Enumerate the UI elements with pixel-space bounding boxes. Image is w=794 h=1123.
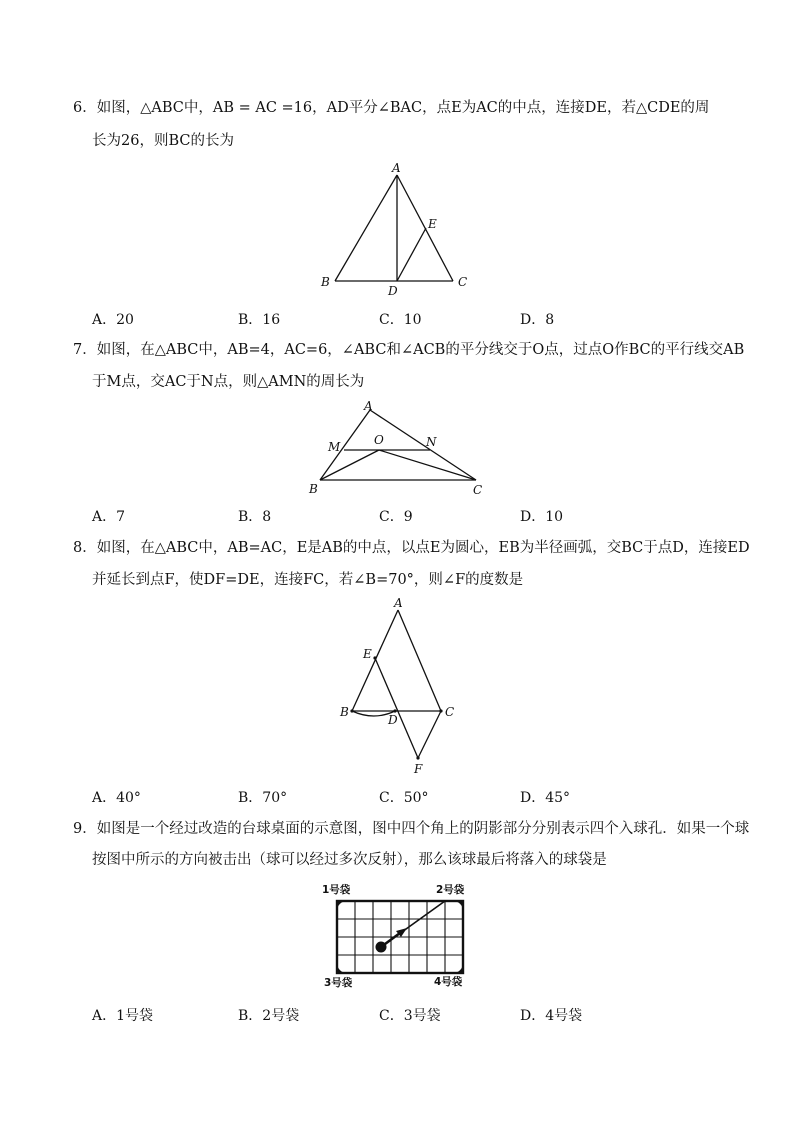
q6-option-b[interactable]: B．16: [238, 312, 281, 328]
q9-label-pocket-1: 1号袋: [322, 884, 351, 896]
q8-option-d[interactable]: D．45°: [520, 790, 571, 806]
q6-figure: [315, 158, 475, 300]
q9-option-a[interactable]: A．1号袋: [92, 1008, 154, 1024]
q8-stem-line2: 并延长到点F，使DF=DE，连接FC，若∠B=70°，则∠F的度数是: [92, 572, 524, 588]
q9-option-b[interactable]: B．2号袋: [238, 1008, 300, 1024]
q7-option-d[interactable]: D．10: [520, 509, 564, 525]
q8-point-c: [439, 709, 442, 712]
q8-segment-fc: [418, 711, 441, 758]
q8-segment-ac: [398, 610, 441, 711]
q7-label-m: M: [328, 440, 341, 454]
q8-label-f: F: [414, 762, 423, 776]
q7-label-a: A: [364, 399, 373, 413]
q6-label-a: A: [392, 161, 401, 175]
q7-option-c[interactable]: C．9: [379, 509, 413, 525]
q8-label-b: B: [340, 705, 349, 719]
q9-stem-line2: 按图中所示的方向被击出（球可以经过多次反射），那么该球最后将落入的球袋是: [92, 852, 607, 868]
q8-label-a: A: [394, 596, 403, 610]
q7-stem-line2: 于M点，交AC于N点，则△AMN的周长为: [92, 374, 365, 390]
q8-point-b: [350, 709, 353, 712]
q6-option-c[interactable]: C．10: [379, 312, 422, 328]
q7-option-b[interactable]: B．8: [238, 509, 272, 525]
q9-pocket-1-shape: [337, 901, 347, 911]
q8-label-c: C: [445, 705, 455, 719]
q9-figure: [318, 880, 478, 992]
q9-label-pocket-4: 4号袋: [434, 976, 463, 988]
q9-label-pocket-3: 3号袋: [324, 977, 353, 989]
q6-option-d[interactable]: D．8: [520, 312, 555, 328]
q6-segment-ab: [335, 175, 397, 281]
q8-label-e: E: [363, 647, 372, 661]
q8-option-a[interactable]: A．40°: [92, 790, 141, 806]
q7-stem-line1: 7．如图，在△ABC中，AB=4，AC=6，∠ABC和∠ACB的平分线交于O点，过点O作BC的平行线交AB: [73, 342, 745, 358]
q9-label-pocket-2: 2号袋: [436, 884, 465, 896]
q8-point-f: [416, 756, 419, 759]
q8-figure: [330, 592, 470, 780]
q7-segment-ac: [370, 410, 476, 480]
q6-option-a[interactable]: A．20: [92, 312, 134, 328]
q7-segment-co: [379, 450, 476, 480]
q8-option-b[interactable]: B．70°: [238, 790, 288, 806]
q6-stem-line2: 长为26，则BC的长为: [92, 133, 234, 149]
q9-stem-line1: 9．如图是一个经过改造的台球桌面的示意图，图中四个角上的阴影部分分别表示四个入球孔．如果一个球: [73, 821, 750, 837]
q9-option-c[interactable]: C．3号袋: [379, 1008, 441, 1024]
q6-label-b: B: [321, 275, 330, 289]
q9-ball-icon: [376, 942, 387, 953]
q8-option-c[interactable]: C．50°: [379, 790, 429, 806]
q6-label-e: E: [428, 217, 437, 231]
q9-pocket-4-shape: [453, 963, 463, 973]
q8-segment-ef: [375, 658, 418, 758]
q7-label-o: O: [374, 433, 384, 447]
q6-stem-line1: 6．如图，△ABC中，AB = AC =16，AD平分∠BAC，点E为AC的中点，连接DE，若△CDE的周: [73, 100, 710, 116]
q9-pocket-2-shape: [453, 901, 463, 911]
q7-segment-bo: [320, 450, 379, 480]
q8-label-d: D: [388, 713, 398, 727]
q6-label-d: D: [388, 284, 398, 298]
q7-label-n: N: [426, 435, 437, 449]
q7-figure: [300, 398, 500, 500]
q6-segment-de: [397, 228, 426, 281]
q7-option-a[interactable]: A．7: [92, 509, 126, 525]
q7-label-b: B: [309, 482, 318, 496]
q6-label-c: C: [458, 275, 468, 289]
q8-point-e: [373, 656, 376, 659]
q7-label-c: C: [473, 483, 483, 497]
q8-stem-line1: 8．如图，在△ABC中，AB=AC，E是AB的中点，以点E为圆心，EB为半径画弧，交BC于点D，连接ED: [73, 540, 750, 556]
q9-option-d[interactable]: D．4号袋: [520, 1008, 583, 1024]
q9-pocket-3-shape: [337, 963, 347, 973]
